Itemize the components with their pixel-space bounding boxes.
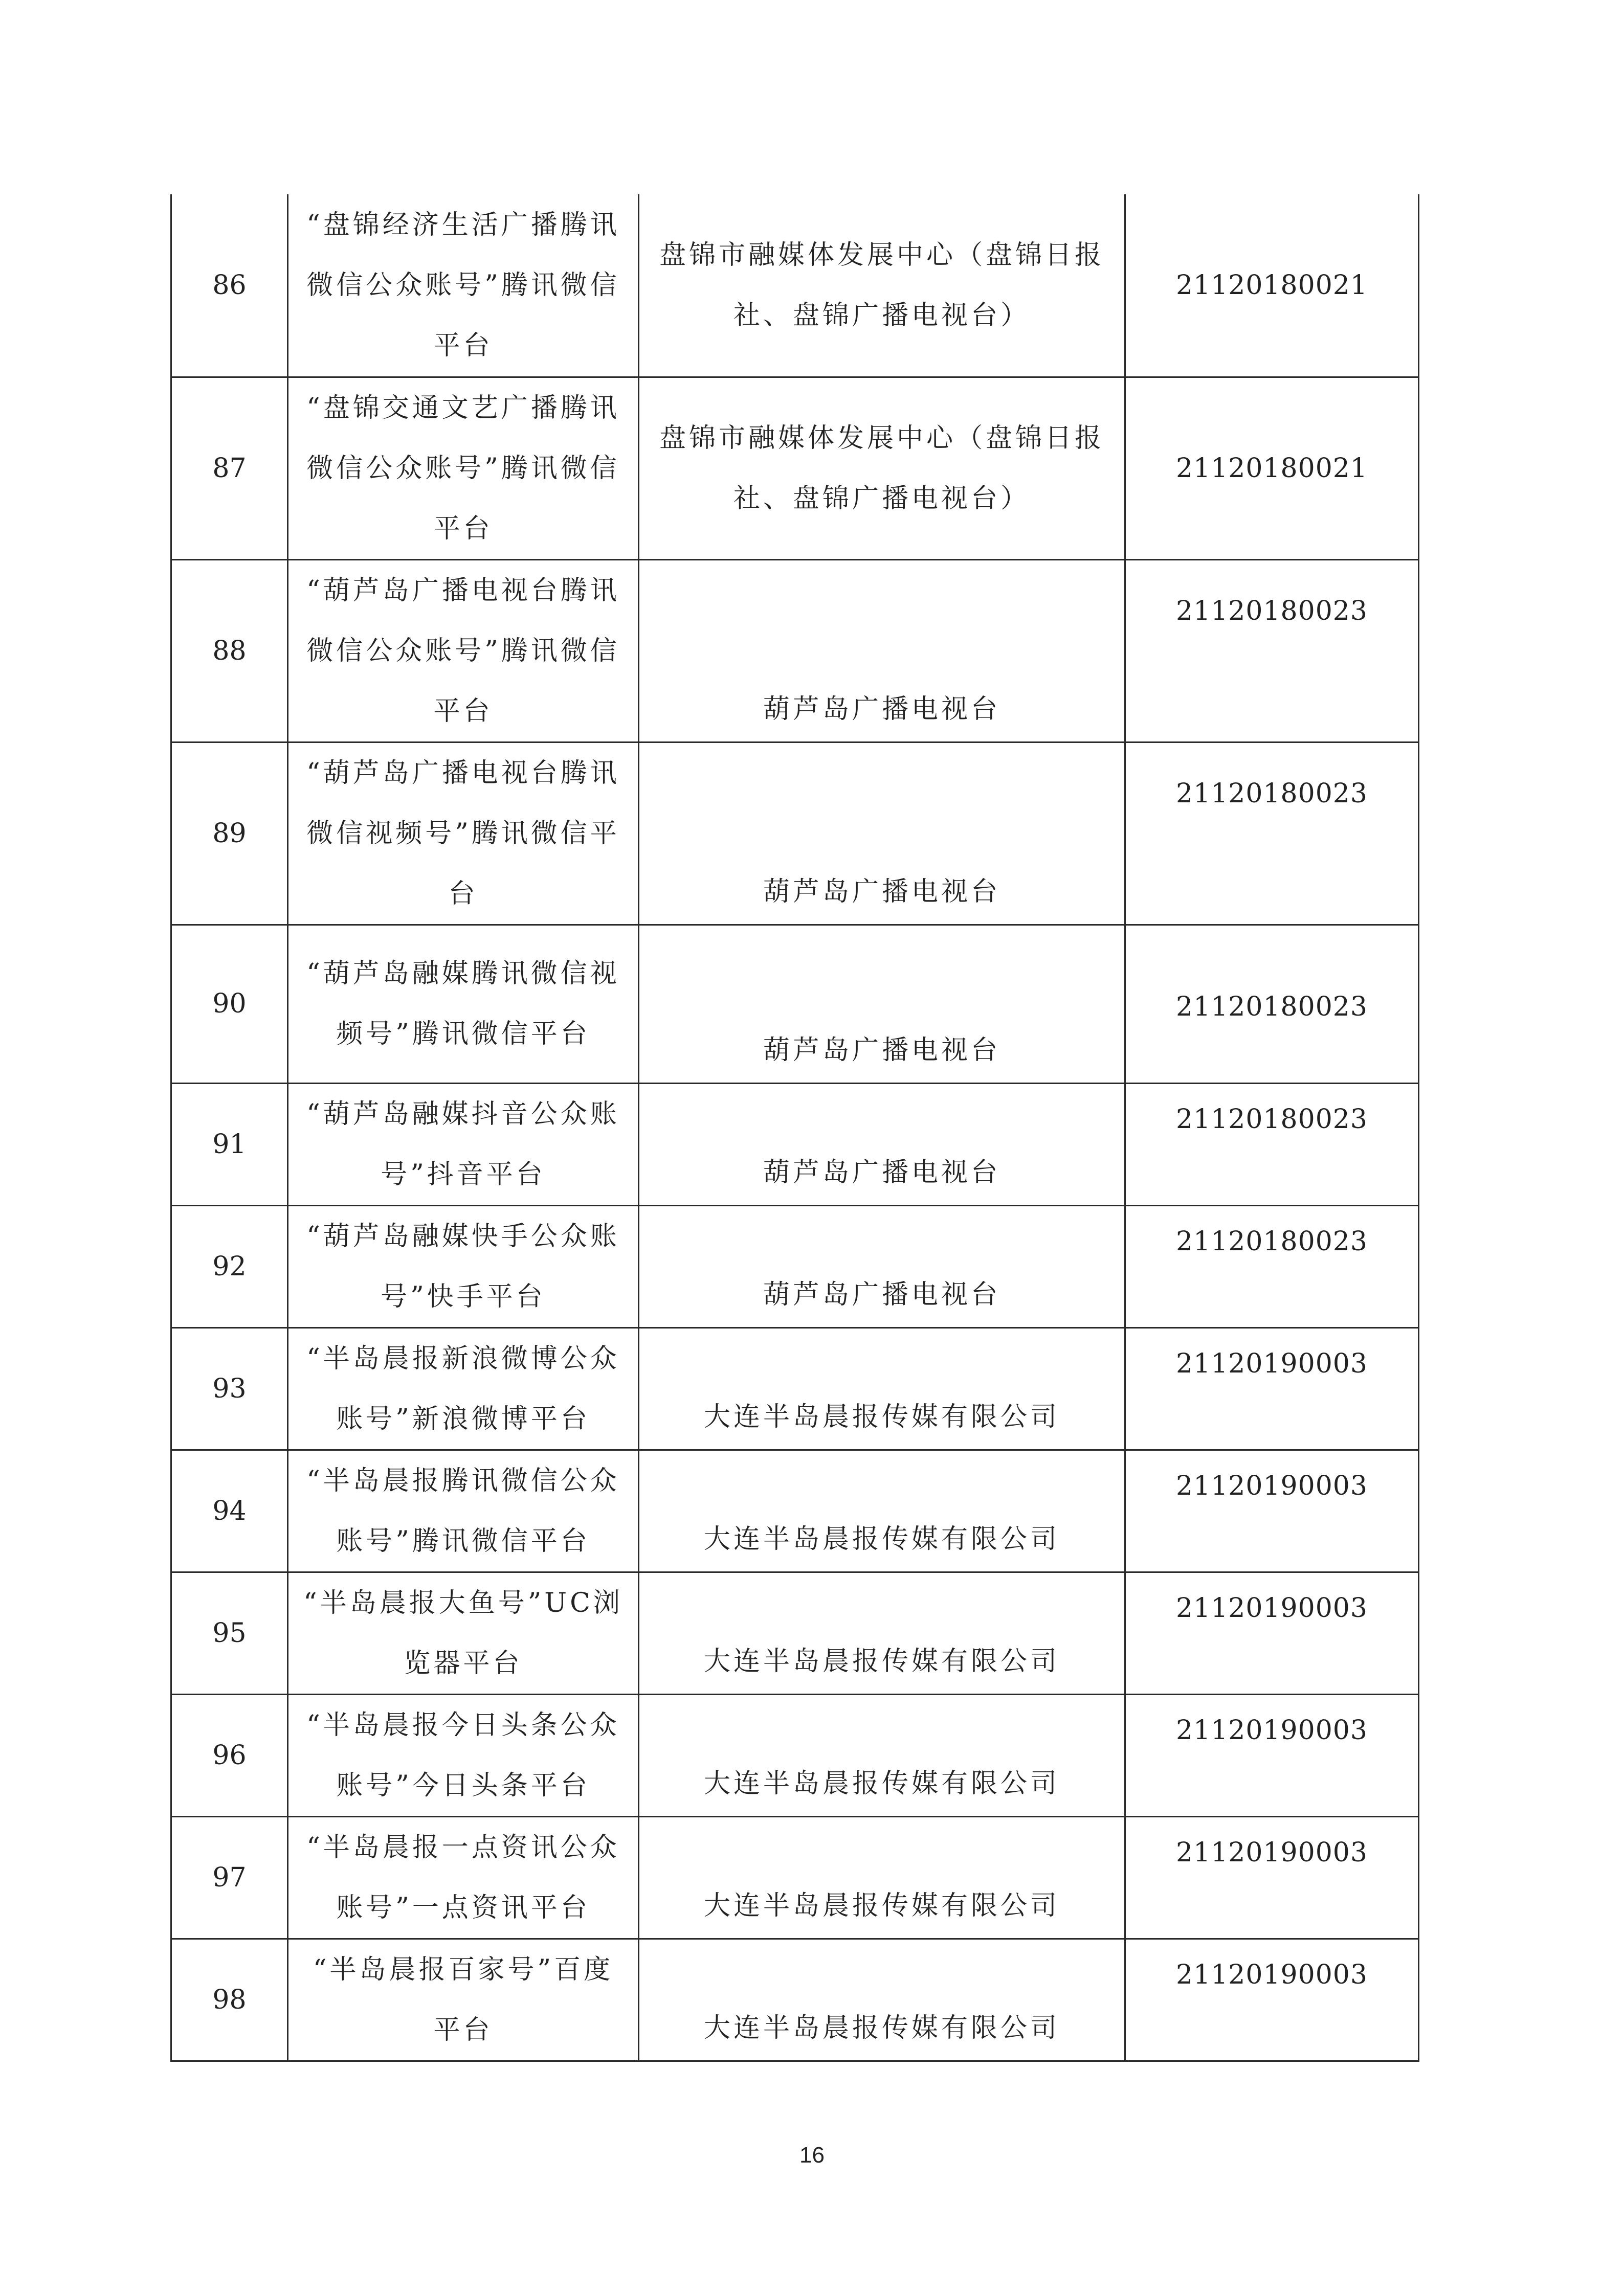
- page-number: 16: [799, 2143, 825, 2168]
- table-row: [171, 1205, 1419, 1327]
- license-code: 21120190003: [1125, 1450, 1419, 1572]
- account-name: “盘锦交通文艺广播腾讯微信公众账号”腾讯微信平台: [288, 377, 639, 559]
- table-row: [171, 1327, 1419, 1450]
- organization: 葫芦岛广播电视台: [639, 925, 1125, 1083]
- row-number: 91: [171, 1083, 288, 1205]
- license-code: 21120190003: [1125, 1327, 1419, 1450]
- table-row: [171, 925, 1419, 1083]
- table-row: [171, 1816, 1419, 1939]
- organization: 葫芦岛广播电视台: [639, 1083, 1125, 1205]
- row-number: 94: [171, 1450, 288, 1572]
- row-number: 86: [171, 194, 288, 377]
- table-row: [171, 742, 1419, 925]
- table-row: [171, 1572, 1419, 1694]
- account-name: “半岛晨报腾讯微信公众账号”腾讯微信平台: [288, 1450, 639, 1572]
- account-name: “葫芦岛融媒抖音公众账号”抖音平台: [288, 1083, 639, 1205]
- account-name: “葫芦岛融媒腾讯微信视频号”腾讯微信平台: [288, 925, 639, 1083]
- license-code: 21120180023: [1125, 925, 1419, 1083]
- account-name: “葫芦岛融媒快手公众账号”快手平台: [288, 1205, 639, 1327]
- organization: 大连半岛晨报传媒有限公司: [639, 1450, 1125, 1572]
- organization: 大连半岛晨报传媒有限公司: [639, 1572, 1125, 1694]
- license-code: 21120180021: [1125, 377, 1419, 559]
- license-code: 21120190003: [1125, 1694, 1419, 1816]
- account-name: “盘锦经济生活广播腾讯微信公众账号”腾讯微信平台: [288, 194, 639, 377]
- license-code: 21120180023: [1125, 559, 1419, 742]
- license-code: 21120180023: [1125, 1083, 1419, 1205]
- row-number: 88: [171, 559, 288, 742]
- row-number: 96: [171, 1694, 288, 1816]
- row-number: 93: [171, 1327, 288, 1450]
- table-row: [171, 1450, 1419, 1572]
- account-name: “半岛晨报一点资讯公众账号”一点资讯平台: [288, 1816, 639, 1939]
- license-code: 21120180023: [1125, 1205, 1419, 1327]
- license-code: 21120190003: [1125, 1816, 1419, 1939]
- account-name: “半岛晨报今日头条公众账号”今日头条平台: [288, 1694, 639, 1816]
- account-name: “半岛晨报大鱼号”UC浏览器平台: [288, 1572, 639, 1694]
- row-number: 90: [171, 925, 288, 1083]
- license-code: 21120180023: [1125, 742, 1419, 925]
- account-name: “葫芦岛广播电视台腾讯微信公众账号”腾讯微信平台: [288, 559, 639, 742]
- license-code: 21120190003: [1125, 1939, 1419, 2061]
- organization: 葫芦岛广播电视台: [639, 1205, 1125, 1327]
- organization: 大连半岛晨报传媒有限公司: [639, 1694, 1125, 1816]
- row-number: 89: [171, 742, 288, 925]
- organization: 大连半岛晨报传媒有限公司: [639, 1327, 1125, 1450]
- organization: 盘锦市融媒体发展中心（盘锦日报社、盘锦广播电视台）: [639, 377, 1125, 559]
- row-number: 92: [171, 1205, 288, 1327]
- license-code: 21120180021: [1125, 194, 1419, 377]
- organization: 盘锦市融媒体发展中心（盘锦日报社、盘锦广播电视台）: [639, 194, 1125, 377]
- organization: 大连半岛晨报传媒有限公司: [639, 1939, 1125, 2061]
- table-row: [171, 559, 1419, 742]
- row-number: 87: [171, 377, 288, 559]
- row-number: 98: [171, 1939, 288, 2061]
- organization: 葫芦岛广播电视台: [639, 559, 1125, 742]
- row-number: 97: [171, 1816, 288, 1939]
- table-row: [171, 1939, 1419, 2061]
- table-row: [171, 194, 1419, 377]
- license-code: 21120190003: [1125, 1572, 1419, 1694]
- organization: 葫芦岛广播电视台: [639, 742, 1125, 925]
- account-name: “半岛晨报新浪微博公众账号”新浪微博平台: [288, 1327, 639, 1450]
- organization: 大连半岛晨报传媒有限公司: [639, 1816, 1125, 1939]
- table-row: [171, 377, 1419, 559]
- listing-table: [170, 194, 1419, 2062]
- table-row: [171, 1694, 1419, 1816]
- row-number: 95: [171, 1572, 288, 1694]
- account-name: “葫芦岛广播电视台腾讯微信视频号”腾讯微信平台: [288, 742, 639, 925]
- account-name: “半岛晨报百家号”百度平台: [288, 1939, 639, 2061]
- table-row: [171, 1083, 1419, 1205]
